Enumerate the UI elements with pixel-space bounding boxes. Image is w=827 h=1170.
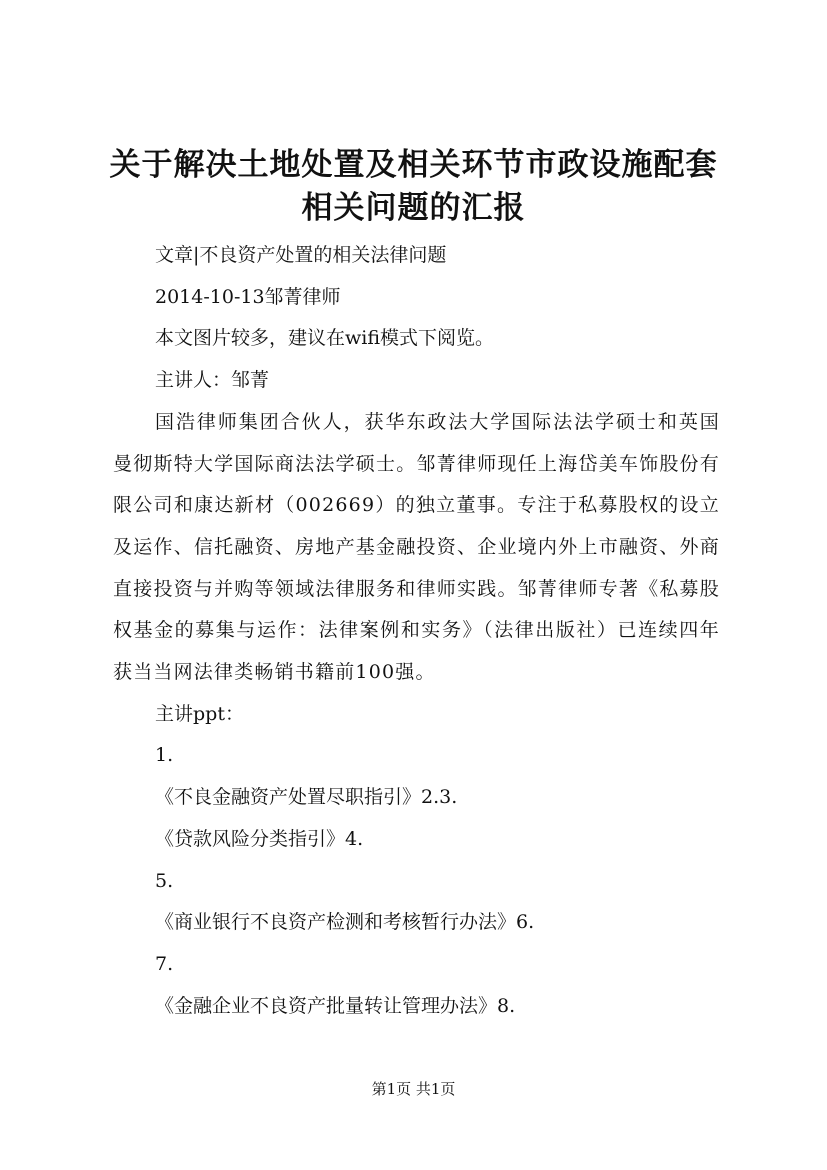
list-item: 1. [155, 744, 174, 767]
speaker-bio-paragraph: 国浩律师集团合伙人，获华东政法大学国际法法学硕士和英国曼彻斯特大学国际商法法学硕士。邹菁律师现任上海岱美车饰股份有限公司和康达新材（002669）的独立董事。专注于私募股权的设立及运作、信托融资、房地产基金融投资、企业境内外上市融资、外商直接投资与并购等领域法律服务和律师实践。邹菁律师专著《私募股权基金的募集与运作：法律案例和实务》（法律出版社）已连续四年获当当网法律类畅销书籍前100强。 [113, 410, 720, 684]
list-item: 《商业银行不良资产检测和考核暂行办法》6. [155, 911, 535, 934]
ppt-heading: 主讲ppt： [155, 702, 244, 725]
document-title: 关于解决土地处置及相关环节市政设施配套相关问题的汇报 [109, 147, 718, 226]
list-item: 7. [155, 952, 174, 975]
list-item: 5. [155, 869, 174, 892]
article-heading: 文章|不良资产处置的相关法律问题 [155, 244, 447, 266]
list-item: 《金融企业不良资产批量转让管理办法》8. [155, 994, 516, 1017]
list-item: 《不良金融资产处置尽职指引》2.3. [155, 786, 458, 809]
date-author-line: 2014-10-13邹菁律师 [155, 285, 341, 308]
speaker-line: 主讲人：邹菁 [155, 369, 270, 392]
reading-tip: 本文图片较多，建议在wifi模式下阅览。 [155, 327, 495, 350]
list-item: 《贷款风险分类指引》4. [155, 827, 364, 850]
document-body [113, 235, 720, 1027]
page-footer: 第1页 共1页 [371, 1080, 456, 1098]
